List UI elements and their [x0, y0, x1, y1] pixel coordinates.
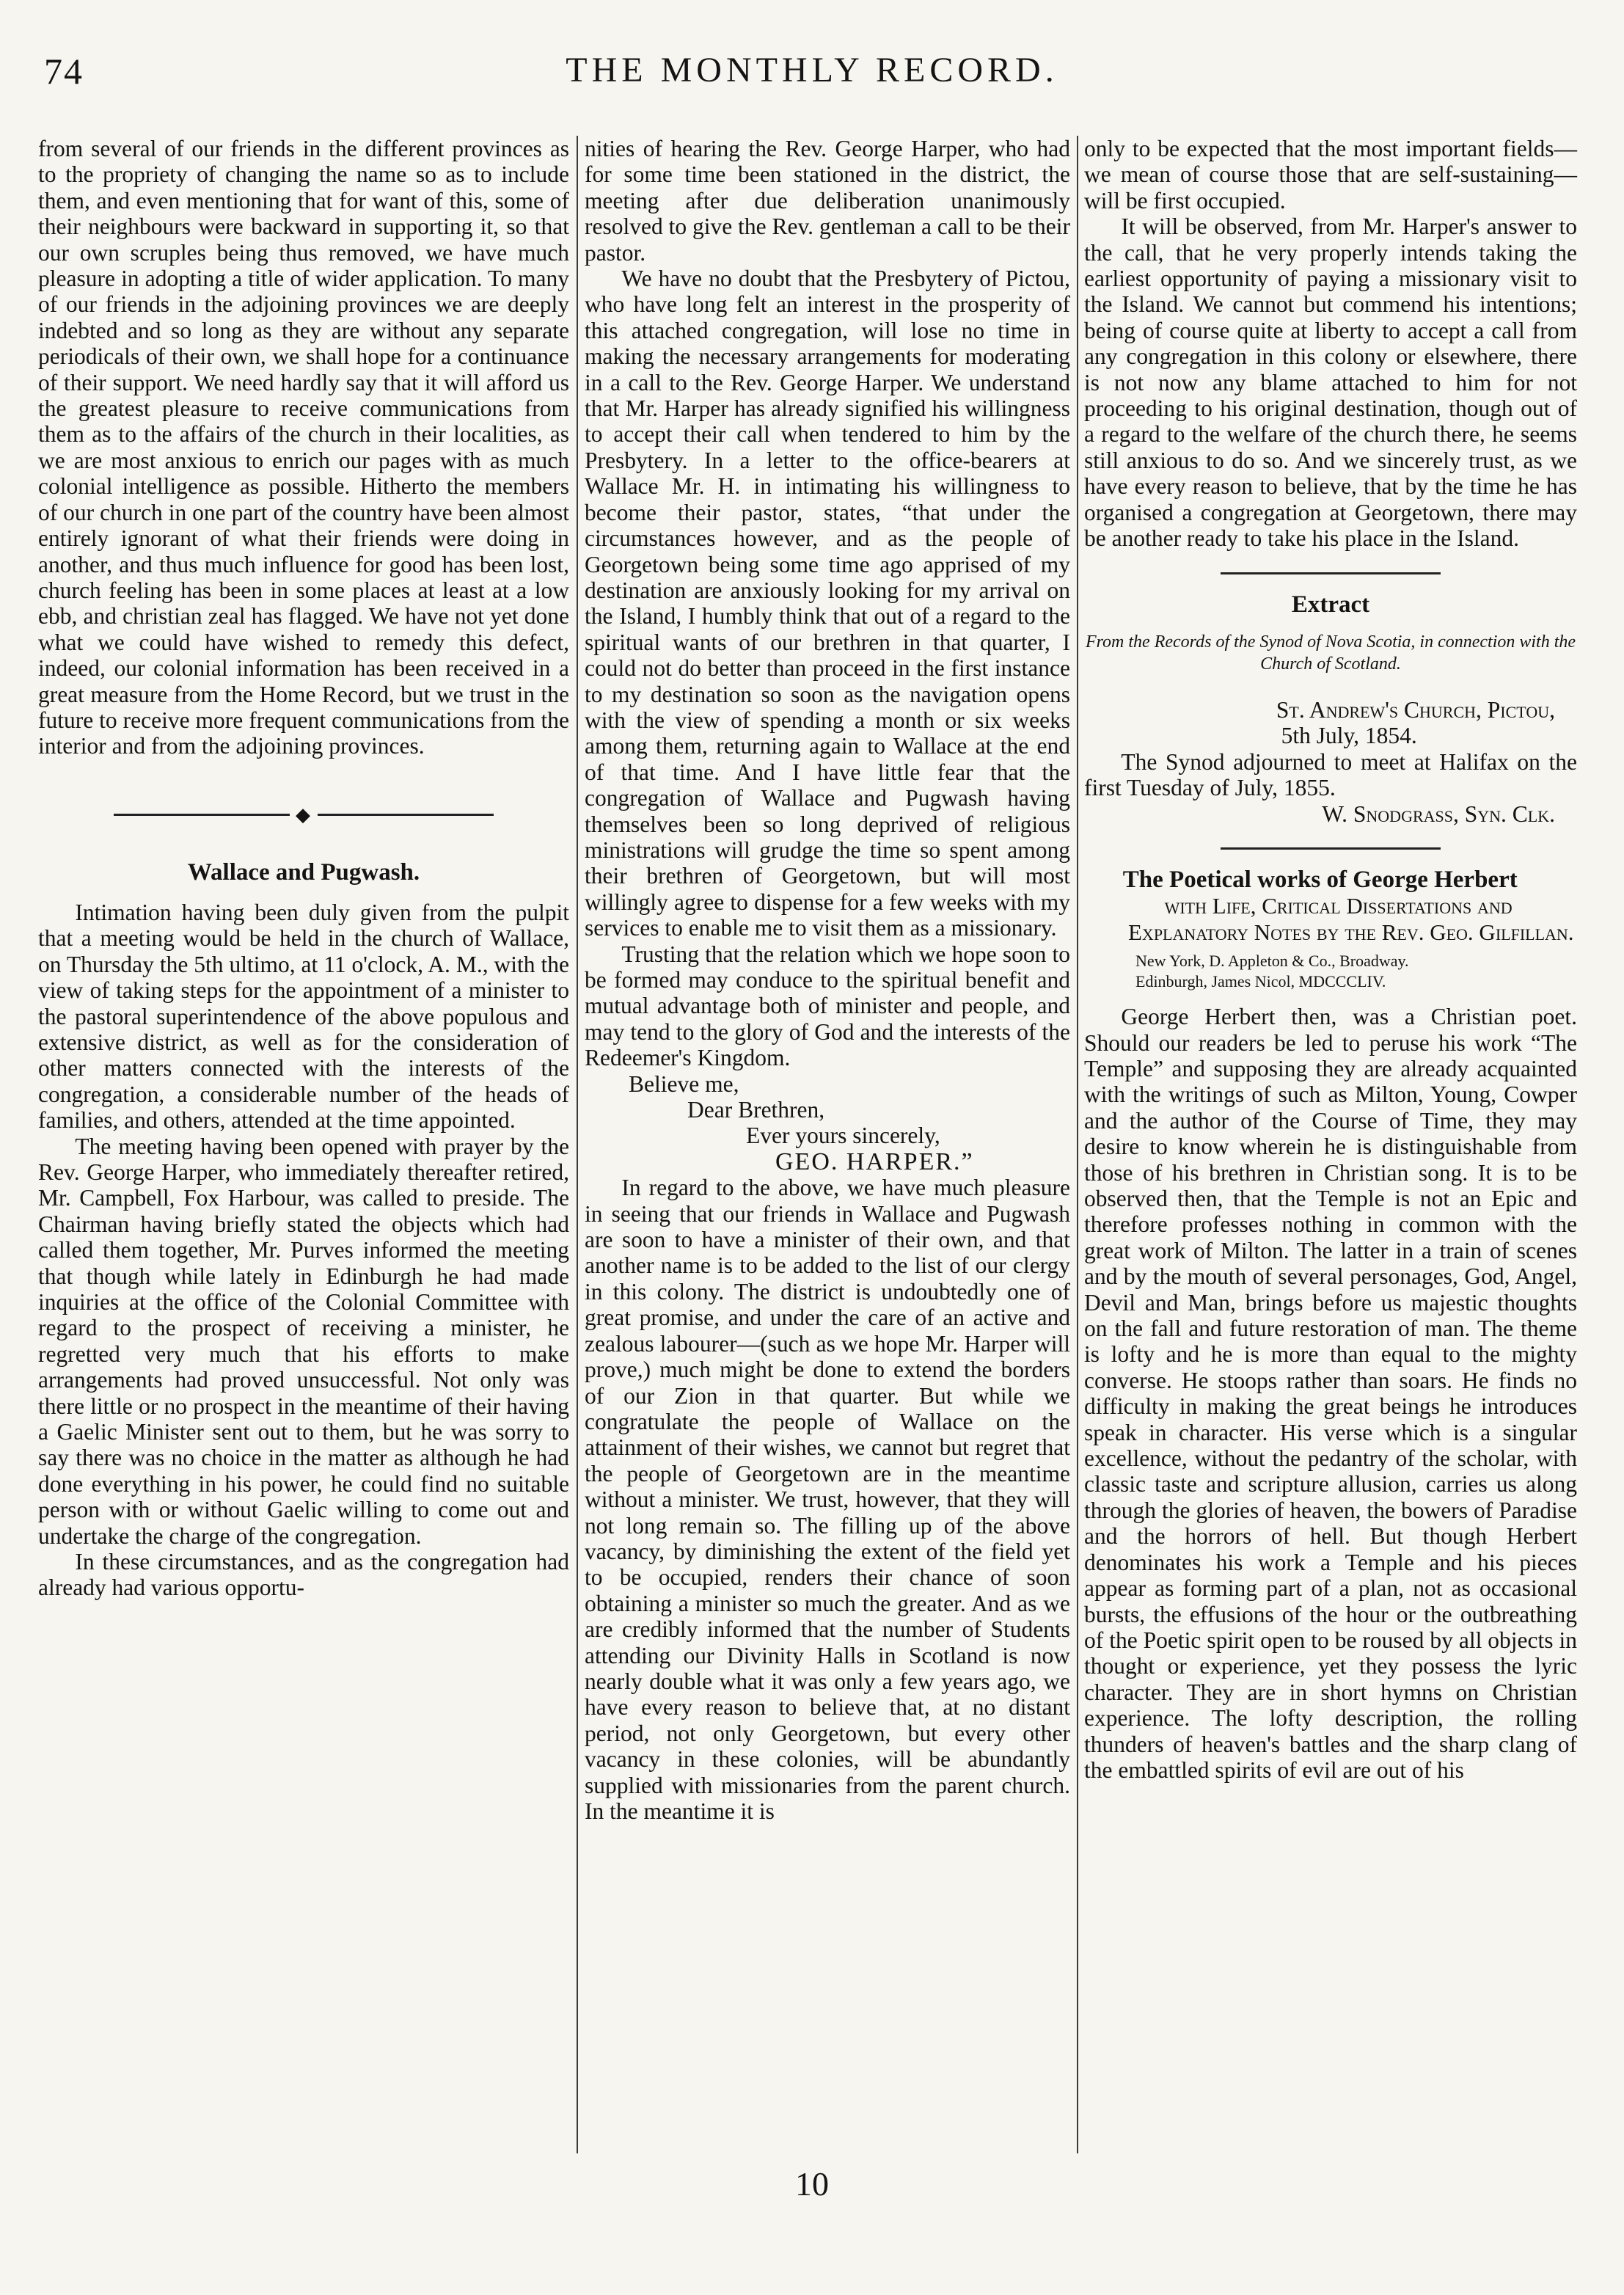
paragraph: The meeting having been opened with prayer by the Rev. George Harper, who immediately thereafter retired, Mr. Campbell, Fox Harbour, was called to preside. The Chairman having briefly stated the objects which had called them together, Mr. Purves informed the meeting that though while lately in Edinburgh he had made inquiries at the office of the Colonial Committee with regard to the prospect of receiving a minister, he regretted very much that his efforts to make arrangements had proved unsuccessful. Not only was there little or no prospect in the meantime of their having a Gaelic Minister sent out to them, but he was sorry to say there was no choice in the matter as although he had done everything in his power, he could find no suitable person with or without Gaelic willing to come out and undertake the charge of the congregation. [38, 1133, 569, 1549]
section-title-extract: Extract [1291, 591, 1370, 618]
signature-line: Ever yours sincerely, [746, 1123, 940, 1149]
publisher-line: New York, D. Appleton & Co., Broadway. [1135, 952, 1409, 971]
section-title-wallace-pugwash: Wallace and Pugwash. [187, 859, 420, 886]
running-head [44, 44, 1580, 117]
ornamental-divider: ◆ [38, 800, 569, 828]
paragraph: George Herbert then, was a Christian poet. Should our readers be led to peruse his work “The Temple” and supposing they are already acquainted with the writings of such as Milton, Young, Cowper and the author of the Course of Time, they may desire to know wherein he is distinguishable from those of his brethren in Christian song. It is to be observed then, that the Temple is not an Epic and therefore professes nothing in common with the great work of Milton. The latter in a train of scenes and by the mouth of several personages, God, Angel, Devil and Man, brings before us majestic thoughts on the fall and future restoration of man. The theme is lofty and he is more than equal to the mighty converse. He stoops rather than soars. He finds no difficulty in making the great beings he introduces speak in character. His verse which is a singular excellence, without the pedantry of the scholar, with classic taste and scripture allusion, carries us along through the glories of heaven, the bowers of Paradise and the horrors of hell. But though Herbert denominates his work a Temple and his pieces appear as forming part of a plan, not as occasional bursts, the effusions of the hour or the outbreathing of the Poetic spirit open to be roused by all objects in thought or experience, yet they possess the lyric character. They are in short hymns on Christian experience. The lofty description, the rolling thunders of heaven's battles and the sharp clang of the embattled spirits of evil are out of his [1084, 1004, 1577, 1783]
paragraph: We have no doubt that the Presbytery of Pictou, who have long felt an interest in the prosperity of this attached congregation, will lose no time in making the necessary arrangements for moderating in a call to the Rev. George Harper. We understand that Mr. Harper has already signified his willingness to accept their call when tendered to him by the Presbytery. In a letter to the office-bearers at Wallace Mr. H. in intimating his willingness to become their pastor, states, “that under the circumstances however, and as the people of Georgetown being some time ago apprised of my destination are anxiously looking for my arrival on the Island, I humbly think that out of a regard to the spiritual wants of our brethren in that quarter, I could not do better than proceed in the first instance to my destination so soon as the navigation opens with the view of spending a month or six weeks among them, returning again to Wallace at the end of that time. And I have little fear that the congregation of Wallace and Pugwash having themselves been so long deprived of religious ministrations will grudge the time so spent among their brethren of Georgetown, but will most willingly agree to dispense for a few weeks with my services to enable me to visit them as a missionary. [585, 266, 1070, 941]
paragraph: from several of our friends in the different provinces as to the propriety of changing the name so as to include them, and even mentioning that for want of this, some of their neighbours were backward in supporting it, so that our own scruples being thus removed, we have much pleasure in adopting a title of wider application. To many of our friends in the adjoining provinces we are deeply indebted and so long as they are without any separate periodicals of their own, we shall hope for a continuance of their support. We need hardly say that it will afford us the greatest pleasure to receive communications from them as to the affairs of the church in their localities, as we are most anxious to enrich our pages with as much colonial intelligence as possible. Hitherto the members of our church in one part of the country have been almost entirely ignorant of what their friends were doing in another, and thus much influence for good has been lost, church feeling has been in some places at least at a low ebb, and christian zeal has flagged. We have not yet done what we could have wished to remedy this defect, indeed, our colonial information has been received in a great measure from the Home Record, but we trust in the future to receive more frequent communications from the interior and from the adjoining provinces. [38, 136, 569, 759]
column-divider [1077, 136, 1078, 2153]
publisher-line: Edinburgh, James Nicol, MDCCCLIV. [1135, 972, 1386, 991]
paragraph: In regard to the above, we have much pleasure in seeing that our friends in Wallace and Pugwash are soon to have a minister of their own, and that another name is to be added to the list of our clergy in this colony. The district is undoubtedly one of great promise, and under the care of an active and zealous labourer—(such as we hope Mr. Harper will prove,) much might be done to extend the borders of our Zion in that quarter. But while we congratulate the people of Wallace on the attainment of their wishes, we cannot but regret that the people of Georgetown are in the meantime without a minister. We trust, however, that they will not long remain so. The filling up of the above vacancy, by diminishing the extent of the field yet to be occupied, renders their chance of soon obtaining a minister so much the greater. And as we are credibly informed that the number of Students attending our Divinity Halls in Scotland is now nearly double what it was only a few years ago, we have every reason to believe that, at no distant period, not only Georgetown, but every other vacancy in these colonies, will be abundantly supplied with missionaries from the parent church. In the meantime it is [585, 1175, 1070, 1824]
paragraph: nities of hearing the Rev. George Harper, who had for some time been stationed in the district, the meeting after due deliberation unanimously resolved to give the Rev. gentleman a call to be their pastor. [585, 136, 1070, 266]
folio-number: 10 [795, 2165, 829, 2203]
paragraph: In these circumstances, and as the congregation had already had various opportu- [38, 1549, 569, 1601]
column-divider [577, 136, 578, 2153]
column-1 [38, 136, 569, 1601]
publication-info [1084, 951, 1577, 992]
signature-name: GEO. HARPER.” [775, 1148, 974, 1175]
divider [1221, 847, 1441, 850]
paragraph: It will be observed, from Mr. Harper's answer to the call, that he very properly intends taking the earliest opportunity of paying a missionary visit to the Island. We cannot but commend his intentions; being of course quite at liberty to accept a call from any congregation in this colony or elsewhere, there is not now any blame attached to him for not proceeding to his original destination, though out of a regard to the welfare of the church there, he seems still anxious to do so. And we sincerely trust, as we have every reason to believe, that by the time he has organised a congregation at Georgetown, there may be another ready to take his place in the Island. [1084, 214, 1577, 552]
column-2 [585, 136, 1070, 1824]
clerk-signature: W. Snodgrass, Syn. Clk. [1322, 800, 1555, 827]
paragraph: Intimation having been duly given from the pulpit that a meeting would be held in the church of Wallace, on Thursday the 5th ultimo, at 11 o'clock, A. M., with the view of taking steps for the appointment of a minister to the pastoral superintendence of the above populous and extensive district, as well as for the consideration of other matters connected with the interests of the congregation, a considerable number of the heads of families, and others, attended at the time appointed. [38, 899, 569, 1134]
journal-title: THE MONTHLY RECORD. [566, 51, 1058, 90]
signature-line: Dear Brethren, [687, 1097, 825, 1123]
review-title: The Poetical works of George Herbert [1122, 866, 1518, 893]
extract-date: 5th July, 1854. [1281, 723, 1417, 749]
paragraph: The Synod adjourned to meet at Halifax on the first Tuesday of July, 1855. [1084, 748, 1577, 801]
page-number: 74 [44, 51, 84, 92]
column-3 [1084, 136, 1577, 1783]
extract-place: St. Andrew's Church, Pictou, [1276, 696, 1555, 723]
extract-source-note: From the Records of the Synod of Nova Scotia, in connection with the Church of Scotland. [1085, 632, 1576, 674]
paragraph: Trusting that the relation which we hope soon to be formed may conduce to the spiritual benefit and mutual advantage both of minister and people, and may tend to the glory of God and the interests of the Redeemer's Kingdom. [585, 941, 1070, 1071]
signature-line: Believe me, [629, 1070, 739, 1097]
divider [1221, 572, 1441, 574]
review-subtitle: with Life, Critical Dissertations and Explanatory Notes by the Rev. Geo. Gilfillan. [1128, 893, 1574, 945]
letter-signature [585, 1071, 1070, 1175]
paragraph: only to be expected that the most important fields—we mean of course those that are self-sustaining—will be first occupied. [1084, 136, 1577, 214]
